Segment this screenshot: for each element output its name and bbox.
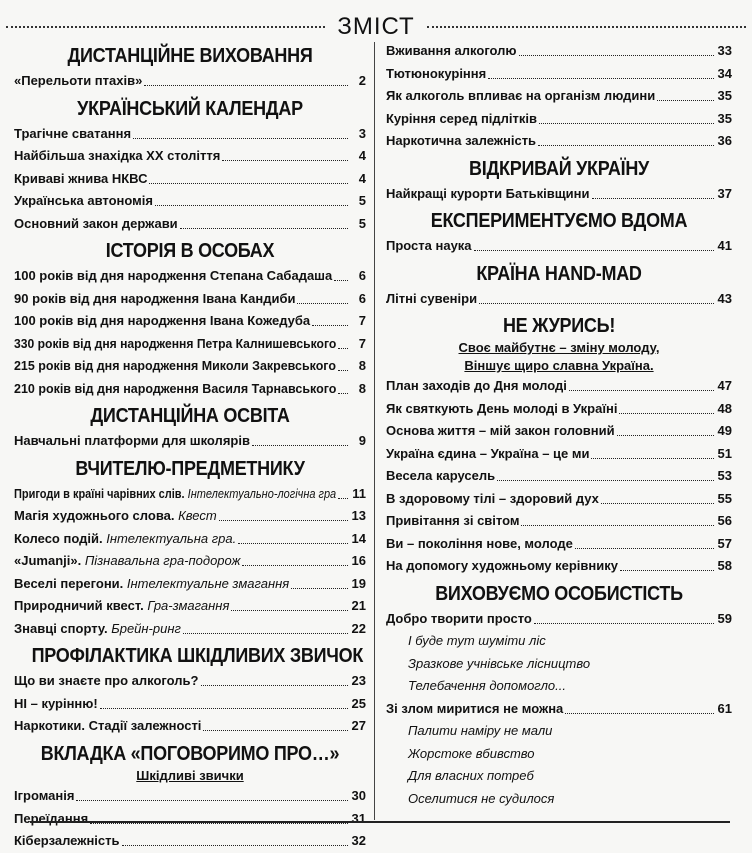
toc-entry-title [14, 168, 147, 191]
toc-entry[interactable] [386, 608, 732, 631]
toc-entry-title [14, 595, 229, 618]
toc-entry-label: Як алкоголь впливає на організм людини [386, 88, 656, 103]
page-number: 32 [351, 833, 366, 849]
toc-entry-title [14, 123, 131, 146]
toc-entry[interactable] [14, 715, 366, 738]
toc-entry-title [14, 265, 332, 288]
page-number: 16 [351, 553, 366, 568]
dot-leader [144, 84, 348, 86]
dot-leader [534, 622, 714, 624]
toc-columns [0, 40, 752, 849]
page-number: 35 [717, 88, 732, 103]
page-number: 43 [717, 290, 732, 306]
toc-entry[interactable] [14, 830, 366, 853]
dot-leader [479, 302, 714, 304]
toc-entry[interactable] [14, 288, 366, 311]
toc-entry[interactable] [386, 555, 732, 578]
toc-entry[interactable] [14, 483, 366, 506]
dot-leader [338, 347, 348, 349]
toc-entry-title [14, 378, 336, 401]
toc-entry[interactable] [386, 85, 732, 108]
toc-entry-title [14, 830, 120, 853]
page-number: 14 [351, 530, 366, 546]
toc-entry[interactable] [14, 190, 366, 213]
page-number: 3 [358, 125, 366, 141]
page-number: 34 [717, 65, 732, 81]
toc-entry-label: Знавці спорту. [14, 620, 108, 636]
toc-entry-label: Літні сувеніри [386, 290, 478, 306]
toc-entry[interactable] [14, 310, 366, 333]
toc-entry-title [386, 488, 599, 511]
toc-entry[interactable] [14, 378, 366, 401]
toc-entry-label: Привітання зі світом [386, 513, 520, 529]
section-heading: НЕ ЖУРИСЬ! [502, 315, 616, 337]
dot-leader [297, 302, 348, 304]
toc-entry-label: Ви – покоління нове, молоде [386, 535, 573, 551]
dot-leader [238, 542, 348, 544]
toc-entry-label: Основа життя – мій закон головний [386, 423, 615, 439]
toc-entry[interactable] [14, 70, 366, 93]
dot-leader [575, 547, 714, 549]
dot-leader [242, 564, 348, 566]
toc-entry-label: Колесо подій. [14, 530, 103, 546]
toc-entry-title [14, 573, 289, 596]
section-subheading: Своє майбутнє – зміну молоду, [458, 340, 660, 355]
section-heading: ВИХОВУЄМО ОСОБИСТІСТЬ [435, 582, 683, 605]
page-number: 23 [351, 673, 366, 688]
dot-leader [565, 712, 714, 714]
toc-entry-label: 210 років від дня народження Василя Тарнавського [14, 380, 337, 396]
page-number: 8 [358, 380, 366, 396]
toc-entry-label: Найкращі курорти Батьківщини [386, 185, 590, 201]
bottom-rule [30, 821, 730, 823]
toc-entry-genre: Брейн-ринг [111, 620, 181, 636]
page-number: 13 [351, 508, 366, 523]
dot-leader [183, 632, 348, 634]
toc-entry[interactable] [386, 375, 732, 398]
page-number: 21 [351, 598, 366, 613]
toc-entry-title [14, 145, 220, 168]
toc-entry-label: Що ви знаєте про алкоголь? [14, 673, 199, 688]
page-number: 47 [717, 378, 732, 394]
toc-entry[interactable] [386, 130, 732, 153]
toc-subitem: Оселитися не судилося [408, 790, 555, 806]
dot-leader [203, 729, 348, 731]
toc-entry-genre: Квест [178, 508, 217, 523]
toc-entry[interactable] [386, 465, 732, 488]
toc-entry[interactable] [14, 670, 366, 693]
toc-entry-label: Проста наука [386, 238, 472, 253]
toc-entry[interactable] [386, 533, 732, 556]
toc-entry[interactable] [386, 698, 732, 721]
dot-leader [474, 249, 714, 251]
toc-entry[interactable] [14, 595, 366, 618]
toc-entry-title [386, 533, 573, 556]
toc-entry-title [14, 430, 250, 453]
toc-entry-title [386, 420, 615, 443]
toc-entry[interactable] [14, 693, 366, 716]
toc-entry-label: Магія художнього слова. [14, 508, 175, 523]
toc-entry-title [14, 310, 310, 333]
toc-entry-label: Криваві жнива НКВС [14, 170, 148, 186]
toc-entry-label: Кіберзалежність [14, 833, 120, 849]
page-number: 7 [358, 313, 366, 328]
toc-entry-label: Навчальні платформи для школярів [14, 433, 250, 448]
toc-entry-title [386, 375, 567, 398]
dot-leader [338, 497, 348, 499]
dot-leader [538, 144, 714, 146]
page-number: 51 [717, 445, 732, 461]
toc-entry[interactable] [386, 108, 732, 131]
toc-entry-label: Вживання алкоголю [386, 43, 517, 58]
toc-header [0, 12, 752, 42]
toc-left-column [14, 40, 366, 853]
toc-entry[interactable] [14, 528, 366, 551]
page-number: 49 [717, 423, 732, 439]
toc-entry-title [386, 555, 618, 578]
dot-leader [521, 524, 714, 526]
page-number: 19 [351, 575, 366, 591]
toc-entry[interactable] [14, 505, 366, 528]
toc-entry-label: План заходів до Дня молоді [386, 378, 567, 394]
toc-entry-label: Переїдання [14, 810, 89, 826]
toc-entry-title [14, 355, 336, 378]
dot-leader [155, 204, 348, 206]
page-number: 9 [358, 433, 366, 448]
dot-leader [231, 609, 348, 611]
toc-entry-label: Українська автономія [14, 193, 153, 208]
toc-entry-title [14, 808, 88, 831]
toc-entry-title [386, 443, 589, 466]
page-number: 55 [717, 490, 732, 506]
dot-leader [497, 479, 714, 481]
dot-leader [657, 99, 714, 101]
toc-right-column [386, 40, 732, 810]
toc-entry[interactable] [386, 398, 732, 421]
toc-entry-label: Трагічне сватання [14, 125, 132, 141]
section-heading: ДИСТАНЦІЙНА ОСВІТА [90, 405, 290, 427]
toc-entry-title [14, 528, 236, 551]
toc-entry-genre: Пізнавальна гра-подорож [84, 553, 241, 568]
page-number: 11 [352, 485, 366, 501]
toc-entry[interactable] [386, 183, 732, 206]
toc-entry[interactable] [386, 63, 732, 86]
section-subheading: Шкідливі звички [136, 767, 244, 783]
toc-entry-title [14, 288, 295, 311]
dot-leader [601, 502, 714, 504]
toc-entry-label: Найбільша знахідка ХХ століття [14, 148, 221, 163]
dot-leader [291, 587, 348, 589]
toc-entry-label: 215 років від дня народження Миколи Закревського [14, 358, 336, 373]
toc-entry[interactable] [14, 213, 366, 236]
toc-entry-label: 90 років від дня народження Івана Кандиби [14, 290, 296, 306]
toc-entry-title [386, 235, 472, 258]
dot-leader [488, 77, 714, 79]
toc-entry-label: Наркотична залежність [386, 133, 537, 148]
page-number: 5 [358, 193, 366, 208]
page-number: 31 [351, 810, 366, 826]
section-subheading: Віншує щиро славна Україна. [464, 357, 654, 373]
page-number: 56 [717, 513, 732, 529]
toc-entry-title [14, 333, 336, 356]
toc-entry-title [386, 183, 590, 206]
section-heading: КРАЇНА HAND-MAD [476, 262, 642, 285]
dot-leader [122, 844, 348, 846]
dot-leader [619, 412, 714, 414]
dot-leader [180, 227, 348, 229]
page-title: ЗМІСТ [337, 13, 415, 40]
toc-entry-label: Як святкують День молоді в Україні [386, 400, 618, 416]
dot-leader [334, 279, 348, 281]
toc-entry-genre: Гра-змагання [147, 598, 230, 613]
toc-subitem: Для власних потреб [408, 768, 534, 784]
toc-entry-title [386, 40, 517, 63]
dot-leader [252, 444, 348, 446]
section-heading: ВІДКРИВАЙ УКРАЇНУ [469, 157, 649, 180]
toc-entry-title [14, 670, 199, 693]
page-number: 61 [717, 700, 732, 716]
dot-leader [591, 457, 714, 459]
toc-entry[interactable] [14, 123, 366, 146]
toc-entry[interactable] [14, 333, 366, 356]
toc-entry-title [386, 85, 655, 108]
toc-entry-title [386, 398, 617, 421]
toc-entry-title [14, 483, 336, 506]
toc-entry-title [14, 785, 74, 808]
page-number: 27 [351, 718, 366, 733]
toc-entry-label: Пригоди в країні чарівних слів. [14, 485, 185, 501]
page-number: 8 [358, 358, 366, 373]
toc-entry-title [14, 618, 181, 641]
dot-leader [219, 519, 348, 521]
toc-entry-label: 100 років від дня народження Степана Сабадаша [14, 268, 333, 283]
dot-leader [519, 54, 714, 56]
toc-entry-title [386, 63, 486, 86]
toc-entry-label: Природничий квест. [14, 598, 144, 613]
dot-leader [592, 197, 714, 199]
page-number: 36 [717, 133, 732, 148]
toc-entry-label: Основний закон держави [14, 215, 178, 231]
toc-entry-label: Добро творити просто [386, 610, 532, 626]
toc-entry-title [14, 70, 142, 93]
page-number: 5 [358, 215, 366, 231]
toc-entry[interactable] [14, 573, 366, 596]
toc-subitem: І буде тут шуміти ліс [408, 633, 546, 649]
header-dotted-line-right [427, 26, 746, 28]
toc-entry[interactable] [386, 488, 732, 511]
dot-leader [100, 707, 348, 709]
toc-entry-label: Тютюнокуріння [386, 65, 487, 81]
toc-entry-title [14, 693, 98, 716]
section-heading: ДИСТАНЦІЙНЕ ВИХОВАННЯ [67, 45, 313, 67]
dot-leader [539, 122, 714, 124]
toc-entry[interactable] [14, 168, 366, 191]
page-number: 33 [717, 43, 732, 58]
page-number: 59 [717, 610, 732, 626]
toc-subitem: Палити наміру не мали [408, 723, 553, 739]
toc-entry-title [386, 288, 477, 311]
toc-entry[interactable] [14, 430, 366, 453]
toc-subitem: Зразкове учнівське лісництво [408, 655, 591, 671]
toc-entry-label: Куріння серед підлітків [386, 110, 538, 126]
section-heading: ІСТОРІЯ В ОСОБАХ [105, 240, 275, 262]
toc-entry[interactable] [386, 420, 732, 443]
page-number: 25 [351, 695, 366, 711]
toc-entry-label: Україна єдина – Україна – це ми [386, 445, 590, 461]
section-heading: УКРАЇНСЬКИЙ КАЛЕНДАР [77, 97, 303, 120]
page-number: 6 [358, 290, 366, 306]
toc-entry[interactable] [386, 288, 732, 311]
section-heading: ЕКСПЕРИМЕНТУЄМО ВДОМА [430, 210, 688, 232]
toc-entry-label: Зі злом миритися не можна [386, 700, 564, 716]
page-number: 37 [717, 185, 732, 201]
toc-entry-title [14, 213, 178, 236]
toc-entry[interactable] [14, 808, 366, 831]
page-number: 57 [717, 535, 732, 551]
toc-entry[interactable] [14, 355, 366, 378]
page-number: 48 [717, 400, 732, 416]
dot-leader [620, 569, 714, 571]
toc-entry-title [386, 130, 536, 153]
toc-entry[interactable] [386, 235, 732, 258]
toc-entry[interactable] [386, 510, 732, 533]
toc-entry-genre: Інтелектуальна гра. [106, 530, 237, 546]
toc-entry-label: «Перельоти птахів» [14, 73, 143, 88]
page-number: 2 [358, 73, 366, 88]
page-number: 22 [351, 620, 366, 636]
toc-entry-label: Ігроманія [14, 788, 75, 804]
page-number: 41 [717, 238, 732, 253]
toc-entry-label: На допомогу художньому керівнику [386, 558, 618, 574]
toc-entry-label: НІ – курінню! [14, 695, 98, 711]
section-heading: ВЧИТЕЛЮ-ПРЕДМЕТНИКУ [75, 457, 305, 480]
toc-entry-label: Весела карусель [386, 468, 496, 484]
page-number: 6 [358, 268, 366, 283]
dot-leader [312, 324, 348, 326]
dot-leader [76, 799, 348, 801]
toc-entry-title [14, 715, 201, 738]
dot-leader [617, 434, 714, 436]
toc-entry[interactable] [14, 618, 366, 641]
dot-leader [338, 392, 348, 394]
toc-subitem: Жорстоке вбивство [408, 745, 535, 761]
toc-entry-title [386, 510, 519, 533]
dot-leader [133, 137, 348, 139]
toc-entry-label: «Jumanji». [14, 553, 82, 568]
toc-entry-title [14, 505, 217, 528]
toc-entry-genre: Інтелектуальне змагання [126, 575, 290, 591]
toc-entry-label: В здоровому тілі – здоровий дух [386, 490, 599, 506]
dot-leader [338, 369, 348, 371]
dot-leader [201, 684, 349, 686]
toc-entry-label: 330 років від дня народження Петра Калнишевського [14, 335, 337, 351]
toc-entry[interactable] [386, 443, 732, 466]
page-number: 4 [358, 148, 366, 163]
page-number: 4 [358, 170, 366, 186]
toc-entry-title [386, 465, 495, 488]
section-heading: ПРОФІЛАКТИКА ШКІДЛИВИХ ЗВИЧОК [31, 645, 364, 667]
toc-entry-title [386, 608, 532, 631]
page-number: 30 [351, 788, 366, 804]
toc-entry[interactable] [14, 145, 366, 168]
dot-leader [569, 389, 714, 391]
header-dotted-line-left [6, 26, 325, 28]
toc-entry[interactable] [14, 550, 366, 573]
toc-entry-label: Веселі перегони. [14, 575, 124, 591]
toc-entry[interactable] [14, 785, 366, 808]
section-heading: ВКЛАДКА «ПОГОВОРИМО ПРО…» [40, 742, 340, 765]
dot-leader [149, 182, 348, 184]
page-number: 7 [358, 335, 366, 351]
toc-entry-label: 100 років від дня народження Івана Кожедуба [14, 313, 311, 328]
toc-entry-label: Наркотики. Стадії залежності [14, 718, 202, 733]
page-number: 53 [717, 468, 732, 484]
toc-entry[interactable] [14, 265, 366, 288]
page-number: 35 [717, 110, 732, 126]
toc-entry-title [386, 698, 563, 721]
toc-entry-title [14, 550, 240, 573]
toc-entry[interactable] [386, 40, 732, 63]
page-number: 58 [717, 558, 732, 574]
toc-entry-genre: Інтелектуально-логічна гра [187, 485, 337, 501]
toc-subitem: Телебачення допомогло... [408, 678, 566, 694]
toc-entry-title [386, 108, 537, 131]
dot-leader [222, 159, 348, 161]
toc-entry-title [14, 190, 153, 213]
